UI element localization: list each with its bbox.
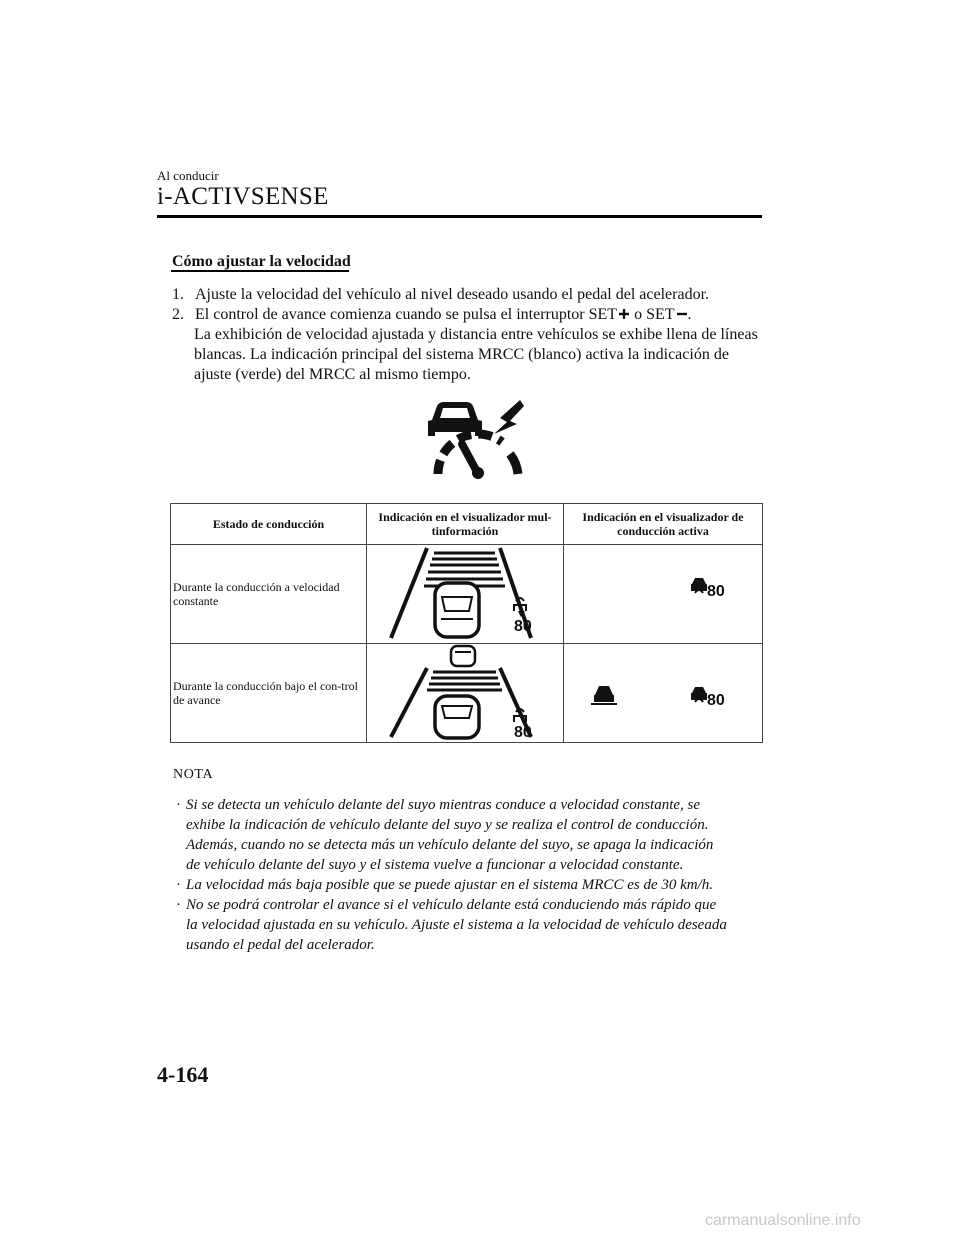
multi-info-display-cell (367, 545, 564, 644)
column-header: Estado de conducción (171, 504, 367, 545)
step-number: 1. (172, 286, 184, 303)
heading-underline (171, 270, 349, 272)
minus-icon (676, 308, 688, 320)
step-text: Ajuste la velocidad del vehículo al nivel deseado usando el pedal del acelerador. (195, 286, 710, 303)
note-text: de vehículo delante del suyo y el sistema vuelve a funcionar a velocidad constante. (186, 857, 684, 873)
vehicle-ahead-icon (451, 646, 475, 666)
note-text: No se podrá controlar el avance si el vehículo delante está conduciendo más rápido que (186, 897, 717, 913)
state-cell: Durante la conducción a velocidad constante (171, 545, 367, 644)
note-item (176, 795, 776, 815)
step-1 (172, 284, 772, 305)
plus-icon (618, 308, 630, 320)
step-2-continuation: blancas. La indicación principal del sistema MRCC (blanco) activa la indicación de (194, 346, 729, 363)
bullet: · (176, 797, 181, 813)
section-kicker: Al conducir (157, 168, 219, 183)
step-2-continuation: La exhibición de velocidad ajustada y distancia entre vehículos se exhibe llena de líneas (194, 326, 758, 343)
step-2-continuation: ajuste (verde) del MRCC al mismo tiempo. (194, 366, 471, 383)
table-header-row (171, 504, 763, 545)
note-item (176, 895, 776, 915)
state-cell: Durante la conducción bajo el con-trol de avance (171, 644, 367, 743)
lane-display-icon (367, 644, 564, 742)
column-header: Indicación en el visualizador de conducción activa (564, 504, 763, 545)
subsection-heading: Cómo ajustar la velocidad (172, 253, 351, 270)
note-text: La velocidad más baja posible que se puede ajustar en el sistema MRCC es de 30 km/h. (186, 877, 714, 893)
bullet: · (176, 877, 181, 893)
mrcc-small-icon-group (564, 644, 763, 742)
bullet: · (176, 897, 181, 913)
multi-info-display-cell (367, 644, 564, 743)
driving-state-table (170, 503, 763, 743)
page-number: 4-164 (157, 1062, 209, 1087)
step-number: 2. (172, 306, 184, 323)
note-text: usando el pedal del acelerador. (186, 937, 375, 953)
active-driving-display-cell (564, 644, 763, 743)
note-text: exhibe la indicación de vehículo delante del suyo y se realiza el control de conducción. (186, 817, 709, 833)
note-item (176, 875, 776, 895)
header-rule (157, 215, 762, 218)
note-text: Además, cuando no se detecta más un vehículo delante del suyo, se apaga la indicación (186, 837, 714, 853)
table-row (171, 644, 763, 743)
mrcc-small-icon-group (564, 545, 763, 643)
speed-readout: 80 (707, 692, 725, 709)
watermark: carmanualsonline.info (705, 1212, 861, 1229)
mrcc-indicator-icon (418, 394, 524, 480)
step-text: El control de avance comienza cuando se pulsa el interruptor SET o SET . (195, 306, 692, 323)
speed-readout: 80 (707, 583, 725, 600)
note-text: la velocidad ajustada en su vehículo. Ajuste el sistema a la velocidad de vehículo deseada (186, 917, 727, 933)
vehicle-ahead-icon (594, 686, 614, 702)
table-row (171, 545, 763, 644)
note-label: NOTA (173, 767, 214, 782)
step-2 (172, 304, 772, 325)
active-driving-display-cell (564, 545, 763, 644)
speed-readout: 80 (514, 618, 532, 635)
chapter-title: i-ACTIVSENSE (157, 183, 329, 210)
lane-display-icon (367, 545, 564, 643)
note-text: Si se detecta un vehículo delante del suyo mientras conduce a velocidad constante, se (186, 797, 701, 813)
column-header: Indicación en el visualizador mul-tinformación (367, 504, 564, 545)
speed-readout: 80 (514, 724, 532, 741)
